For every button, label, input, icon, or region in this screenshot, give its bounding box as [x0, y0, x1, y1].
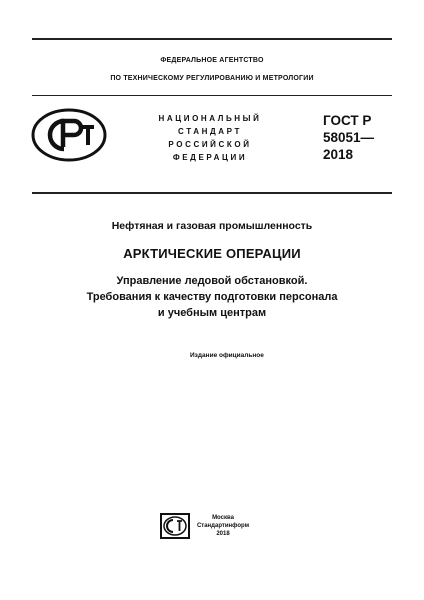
bottom-rule	[32, 192, 392, 194]
edition-label: Издание официальное	[190, 352, 264, 359]
gost-line-2: 58051—	[323, 130, 375, 145]
subtitle-line-2: Требования к качеству подготовки персонала	[86, 291, 338, 303]
agency-name-line1: ФЕДЕРАЛЬНОЕ АГЕНТСТВО	[160, 57, 264, 64]
subtitle-line-1: Управление ледовой обстановкой.	[116, 275, 308, 287]
gost-r-emblem-icon	[30, 107, 108, 163]
national-line-4: ФЕДЕРАЦИИ	[172, 153, 248, 162]
agency-name-line2: ПО ТЕХНИЧЕСКОМУ РЕГУЛИРОВАНИЮ И МЕТРОЛОГИИ	[110, 75, 314, 82]
subtitle-line-3: и учебным центрам	[157, 307, 267, 319]
national-line-3: РОССИЙСКОЙ	[168, 140, 252, 149]
gost-number	[323, 112, 374, 163]
national-line-1: НАЦИОНАЛЬНЫЙ	[158, 114, 262, 123]
top-rule	[32, 38, 392, 40]
standartinform-logo-icon	[160, 513, 190, 539]
document-subtitle	[40, 273, 384, 321]
document-title: АРКТИЧЕСКИЕ ОПЕРАЦИИ	[123, 246, 301, 261]
national-standard-label	[140, 112, 280, 164]
publisher-city: Москва	[212, 515, 234, 521]
publisher-name: Стандартинформ	[196, 523, 250, 529]
publisher-year: 2018	[216, 531, 230, 537]
industry-heading: Нефтяная и газовая промышленность	[111, 220, 313, 232]
national-line-2: СТАНДАРТ	[178, 127, 242, 136]
gost-line-3: 2018	[323, 147, 354, 162]
publisher-info	[195, 514, 251, 538]
header-rule	[32, 95, 392, 96]
gost-line-1: ГОСТ Р	[323, 113, 372, 128]
